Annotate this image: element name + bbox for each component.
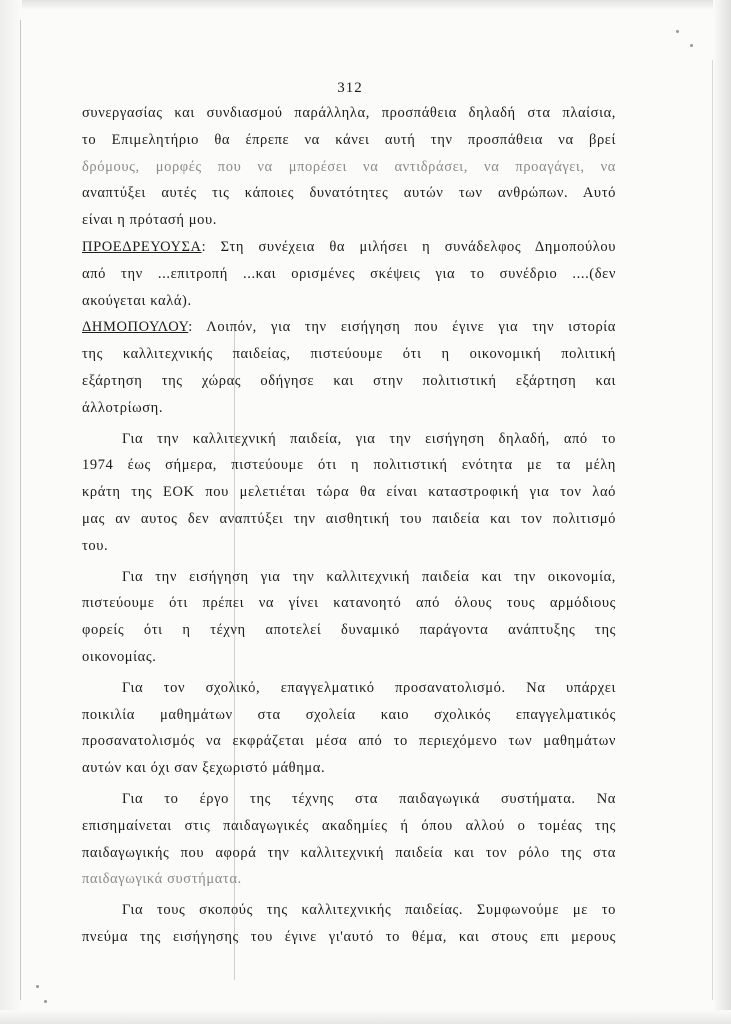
speaker-name: ΠΡΟΕΔΡΕΥΟΥΣΑ (82, 238, 202, 255)
scan-margin-line (712, 60, 713, 1000)
text-line: επισημαίνεται στις παιδαγωγικές ακαδημίες ή όπου αλλού ο τομέας της (82, 817, 616, 834)
speaker-text: : Λοιπόν, για την εισήγηση που έγινε για την ιστορία (188, 319, 616, 336)
document-body (82, 100, 616, 951)
text-line: ακούγεται καλά). (82, 292, 192, 309)
text-line: πνεύμα της εισήγησης του έγινε γι'αυτό το θέμα, και στους επι μερους (82, 928, 616, 945)
text-line: εξάρτηση της χώρας οδήγησε και στην πολιτιστική εξάρτηση και (82, 372, 616, 389)
text-line: Για την καλλιτεχνική παιδεία, για την εισήγηση δηλαδή, από το (122, 430, 616, 447)
text-line: προσανατολισμός να εκφράζεται μέσα από το περιεχόμενο των μαθημάτων (82, 733, 616, 750)
text-line: από την ...επιτροπή ...και ορισμένες σκέψεις για το συνέδριο ....(δεν (82, 265, 616, 282)
text-line: 1974 έως σήμερα, πιστεύουμε ότι η πολιτιστική ενότητα με τα μέλη (82, 457, 616, 474)
page-edge-bottom (0, 1010, 731, 1024)
speaker-text: : Στη συνέχεια θα μιλήσει η συνάδελφος Δημοπούλου (201, 238, 616, 255)
speaker-line (82, 234, 616, 261)
scan-margin-line (20, 20, 21, 1000)
scan-speck (44, 1000, 47, 1003)
text-line: συνεργασίας και συνδιασμού παράλληλα, προσπάθεια δηλαδή στα πλαίσια, (82, 105, 616, 121)
text-line: δρόμους, μορφές που να μπορέσει να αντιδράσει, να προαγάγει, να (82, 158, 616, 175)
text-line: οικονομίας. (82, 648, 157, 665)
text-line: του. (82, 537, 109, 554)
text-line: το Επιμελητήριο θα έπρεπε να κάνει αυτή την προσπάθεια να βρεί (82, 131, 616, 148)
page-number: 312 (337, 80, 363, 96)
page-edge-top (0, 0, 731, 10)
speaker-name: ΔΗΜΟΠΟΥΛΟΥ (82, 319, 189, 336)
text-line: παιδαγωγικά συστήματα. (82, 871, 242, 888)
text-line: Για τους σκοπούς της καλλιτεχνικής παιδείας. Συμφωνούμε με το (122, 902, 616, 919)
text-line: Για τον σχολικό, επαγγελματικό προσανατολισμό. Να υπάρχει (122, 679, 616, 696)
text-line: άλλοτρίωση. (82, 399, 164, 416)
text-line: αναπτύξει αυτές τις κάποιες δυνατότητες αυτών των ανθρώπων. Αυτό (82, 185, 616, 202)
text-line: πιστεύουμε ότι πρέπει να γίνει κατανοητό από όλους τους αρμόδιους (82, 595, 616, 612)
text-line: κράτη της ΕΟΚ που μελετιέται τώρα θα είναι καταστροφική για τον λαό (82, 484, 616, 501)
speaker-line (82, 314, 616, 341)
page-edge-left (0, 0, 22, 1024)
scan-speck (676, 30, 679, 33)
text-line: είναι η πρότασή μου. (82, 212, 217, 229)
text-line: της καλλιτεχνικής παιδείας, πιστεύουμε ότι η οικονομική πολιτική (82, 346, 616, 363)
text-line: φορείς ότι η τέχνη αποτελεί δυναμικό παράγοντα ανάπτυξης της (82, 622, 616, 639)
text-line: Για την εισήγηση για την καλλιτεχνική παιδεία και την οικονομία, (122, 568, 616, 585)
text-line: ποικιλία μαθημάτων στα σχολεία καιο σχολικός επαγγελματικός (82, 706, 616, 723)
scan-speck (690, 44, 693, 47)
text-line: μας αν αυτος δεν αναπτύξει την αισθητική του παιδεία και τον πολιτισμό (82, 510, 616, 527)
text-line: αυτών και όχι σαν ξεχωριστό μάθημα. (82, 760, 326, 777)
page-edge-right (713, 0, 731, 1024)
text-line: Για το έργο της τέχνης στα παιδαγωγικά συστήματα. Να (122, 790, 616, 807)
text-line: παιδαγωγικής που αφορά την καλλιτεχνική παιδεία και τον ρόλο της στα (82, 844, 616, 861)
scan-speck (36, 985, 39, 988)
